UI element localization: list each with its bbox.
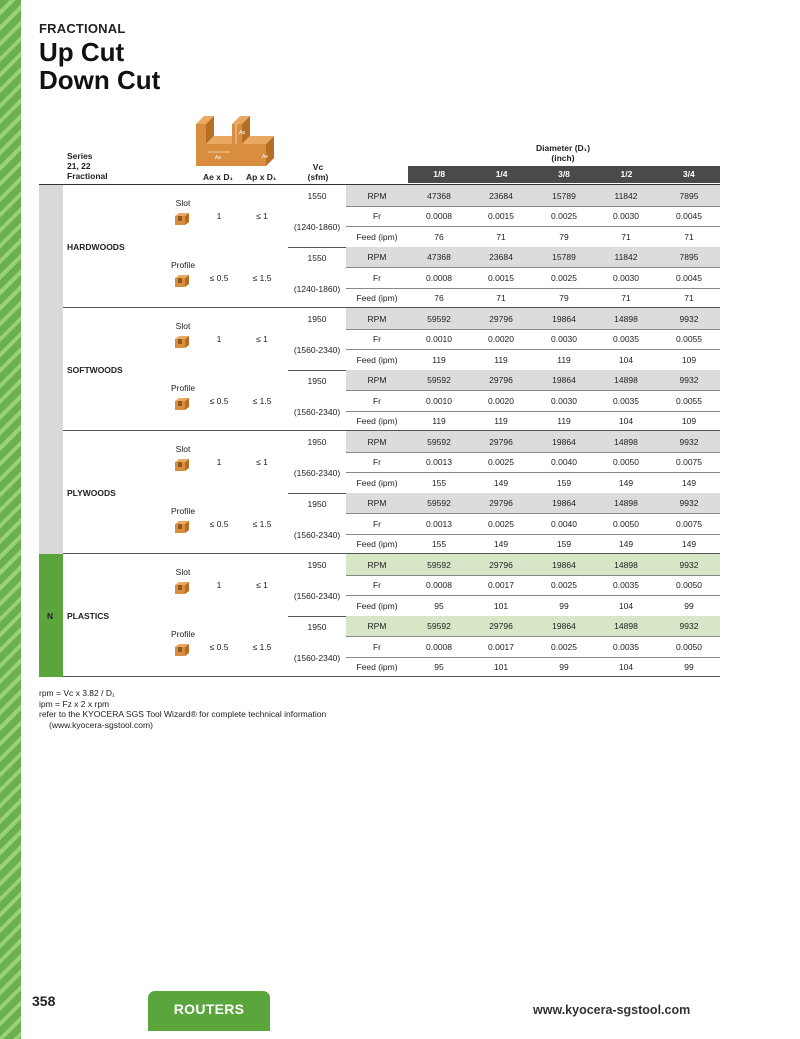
operation-label: Slot	[175, 321, 191, 331]
cutting-illustration	[196, 116, 278, 166]
table-row	[0, 247, 720, 267]
table-cell: 71	[496, 231, 506, 242]
table-row	[0, 206, 720, 226]
table-cell: 71	[621, 231, 631, 242]
vc-range: (1560-2340)	[293, 406, 341, 417]
vc-range: (1560-2340)	[293, 591, 341, 601]
table-cell: 0.0020	[488, 334, 514, 344]
operation-label: Profile	[170, 628, 196, 639]
diameter-col-2: 3/8	[558, 169, 570, 179]
row-label: RPM	[367, 436, 387, 447]
table-cell: 14898	[614, 559, 638, 570]
table-row	[0, 288, 720, 308]
table-cell: 59592	[427, 621, 451, 631]
table-row	[0, 391, 720, 411]
row-label: Fr	[372, 457, 382, 467]
row-label: RPM	[367, 498, 387, 508]
table-cell: 14898	[614, 498, 638, 508]
table-cell: 101	[493, 662, 509, 672]
vc-value: 1550	[307, 252, 327, 263]
table-cell: 0.0025	[488, 457, 514, 467]
diameter-col-0: 1/8	[433, 169, 446, 179]
operation-label: Slot	[175, 444, 191, 454]
table-cell: 0.0025	[551, 580, 577, 590]
table-cell: 159	[556, 539, 572, 549]
table-cell: 0.0035	[613, 395, 639, 406]
table-row	[0, 350, 720, 370]
vc-value: 1950	[307, 560, 327, 570]
ae-label-right: Ae	[262, 154, 269, 160]
material-name: SOFTWOODS	[67, 364, 123, 375]
table-cell: 71	[621, 293, 631, 303]
table-cell: 59592	[427, 313, 451, 324]
ap-header: Ap x D₁	[246, 172, 277, 182]
table-cell: 59592	[427, 375, 451, 385]
table-cell: 0.0035	[613, 641, 639, 652]
table-cell: 0.0055	[676, 334, 702, 344]
note-rpm: rpm = Vc x 3.82 / D₁	[39, 688, 115, 698]
diameter-col-3: 1/2	[620, 169, 633, 179]
table-cell: 0.0045	[676, 211, 702, 221]
table-row	[0, 555, 720, 575]
table-cell: 9932	[679, 436, 699, 447]
table-cell: 59592	[427, 436, 451, 447]
table-cell: 99	[684, 600, 694, 611]
table-cell: 15789	[552, 190, 576, 201]
table-cell: 71	[684, 293, 694, 303]
table-row	[0, 309, 720, 329]
ae-value: ≤ 0.5	[209, 272, 229, 283]
table-row	[0, 473, 720, 493]
row-label: Fr	[372, 211, 382, 221]
table-cell: 0.0055	[676, 395, 702, 406]
table-cell: 104	[618, 600, 634, 611]
row-label: Fr	[372, 580, 382, 590]
table-cell: 19864	[552, 375, 576, 385]
ae-value: 1	[216, 580, 222, 590]
vc-header-line-1: Vc	[312, 162, 324, 172]
table-cell: 9932	[679, 375, 699, 385]
table-cell: 0.0025	[551, 272, 577, 283]
table-cell: 0.0008	[426, 272, 452, 283]
operation-label: Profile	[170, 382, 196, 393]
table-cell: 149	[681, 539, 697, 549]
diameter-header-line-1: Diameter (D₁)	[535, 143, 591, 153]
table-cell: 0.0075	[676, 457, 702, 467]
row-label: Feed (ipm)	[356, 354, 398, 365]
row-label: Feed (ipm)	[356, 231, 398, 242]
table-cell: 76	[434, 293, 444, 303]
table-cell: 0.0017	[488, 580, 514, 590]
table-row	[0, 616, 720, 636]
table-row	[0, 227, 720, 247]
table-cell: 15789	[552, 252, 576, 262]
table-cell: 19864	[552, 621, 576, 631]
ae-value: 1	[216, 457, 222, 467]
table-row	[0, 575, 720, 595]
table-cell: 0.0015	[488, 211, 514, 221]
vc-range: (1560-2340)	[293, 529, 341, 540]
footer-url[interactable]: www.kyocera-sgstool.com	[533, 1003, 691, 1017]
table-cell: 0.0050	[613, 518, 639, 529]
vc-range: (1240-1860)	[293, 222, 341, 232]
table-cell: 0.0050	[613, 457, 639, 467]
ae-value: ≤ 0.5	[209, 395, 229, 406]
table-cell: 9932	[679, 621, 699, 631]
table-cell: 23684	[489, 190, 513, 201]
row-label: RPM	[367, 559, 387, 570]
row-label: Fr	[372, 395, 382, 406]
row-label: RPM	[367, 252, 387, 262]
table-cell: 0.0030	[551, 334, 577, 344]
table-cell: 0.0025	[488, 518, 514, 529]
ap-value: ≤ 1	[256, 211, 268, 221]
table-cell: 104	[618, 662, 634, 672]
ap-value: ≤ 1	[256, 457, 268, 467]
table-row	[0, 432, 720, 452]
table-cell: 0.0013	[426, 518, 452, 529]
row-label: Feed (ipm)	[356, 662, 398, 672]
ap-value: ≤ 1.5	[252, 395, 272, 406]
vc-value: 1950	[307, 621, 327, 632]
ae-label-left: Ae	[215, 155, 222, 161]
table-cell: 59592	[427, 498, 451, 508]
table-row	[0, 452, 720, 472]
table-cell: 19864	[552, 559, 576, 570]
table-cell: 7895	[679, 252, 699, 262]
table-cell: 0.0010	[426, 395, 452, 406]
material-group-label: N	[47, 610, 54, 621]
table-cell: 155	[431, 477, 447, 488]
vc-value: 1550	[307, 191, 327, 201]
ap-value: ≤ 1.5	[252, 518, 272, 529]
ap-value: ≤ 1	[256, 580, 268, 590]
series-header-line-3: Fractional	[67, 171, 108, 181]
ap-label: Ap	[239, 130, 246, 136]
table-cell: 119	[557, 416, 571, 426]
vc-range: (1240-1860)	[293, 283, 341, 294]
table-cell: 149	[493, 539, 509, 549]
table-cell: 14898	[614, 313, 638, 324]
table-cell: 29796	[489, 559, 513, 570]
row-label: Feed (ipm)	[356, 539, 398, 549]
ae-value: ≤ 0.5	[209, 641, 229, 652]
table-cell: 0.0015	[488, 272, 514, 283]
table-cell: 76	[434, 231, 444, 242]
table-cell: 9932	[679, 559, 699, 570]
table-cell: 0.0025	[551, 641, 577, 652]
table-cell: 0.0030	[613, 211, 639, 221]
table-cell: 0.0030	[613, 272, 639, 283]
series-header-line-2: 21, 22	[67, 161, 91, 171]
table-cell: 79	[559, 231, 569, 242]
table-cell: 149	[493, 477, 509, 488]
row-label: Feed (ipm)	[356, 600, 398, 611]
table-cell: 0.0008	[426, 580, 452, 590]
table-cell: 0.0035	[613, 334, 639, 344]
ap-value: ≤ 1.5	[252, 641, 272, 652]
ap-value: ≤ 1	[256, 334, 268, 344]
series-header-line-1: Series	[67, 151, 93, 161]
table-cell: 109	[681, 354, 697, 365]
table-cell: 119	[494, 354, 508, 365]
table-cell: 14898	[614, 621, 638, 631]
table-row	[0, 493, 720, 513]
table-cell: 149	[618, 477, 634, 488]
row-label: Fr	[372, 641, 382, 652]
material-name: PLASTICS	[67, 610, 110, 621]
diameter-header-line-2: (inch)	[551, 153, 575, 163]
vc-header-line-2: (sfm)	[307, 172, 329, 182]
table-cell: 0.0010	[426, 334, 452, 344]
table-cell: 19864	[552, 498, 576, 508]
table-cell: 79	[559, 293, 569, 303]
table-cell: 155	[431, 539, 447, 549]
row-label: Feed (ipm)	[356, 477, 398, 488]
formula-notes	[39, 688, 326, 730]
table-cell: 109	[681, 416, 697, 426]
row-label: RPM	[367, 621, 387, 631]
table-cell: 29796	[489, 313, 513, 324]
series-header	[67, 151, 108, 181]
table-cell: 19864	[552, 436, 576, 447]
diameter-column-bar	[408, 166, 720, 183]
table-cell: 0.0040	[551, 457, 577, 467]
diameter-col-1: 1/4	[495, 169, 508, 179]
table-row	[0, 370, 720, 390]
table-cell: 11842	[614, 190, 638, 201]
table-cell: 119	[557, 354, 571, 365]
table-row	[0, 637, 720, 657]
table-cell: 71	[496, 293, 506, 303]
ae-value: ≤ 0.5	[209, 518, 229, 529]
table-cell: 95	[434, 662, 444, 672]
table-row	[0, 514, 720, 534]
table-cell: 19864	[552, 313, 576, 324]
material-name: HARDWOODS	[67, 241, 125, 252]
table-row	[0, 329, 720, 349]
table-cell: 0.0017	[488, 641, 514, 652]
table-row	[0, 268, 720, 288]
table-cell: 0.0025	[551, 211, 577, 221]
title-line-2: Down Cut	[39, 65, 161, 95]
table-row	[0, 657, 720, 677]
page-number: 358	[32, 993, 56, 1009]
table-cell: 149	[681, 477, 697, 488]
vc-value: 1950	[307, 314, 327, 324]
table-cell: 149	[618, 539, 634, 549]
ae-header: Ae x D₁	[203, 172, 233, 182]
table-cell: 95	[434, 600, 444, 611]
note-ipm: ipm = Fz x 2 x rpm	[39, 698, 110, 709]
section-tab-routers[interactable]: ROUTERS	[148, 991, 270, 1031]
table-cell: 0.0030	[551, 395, 577, 406]
operation-label: Slot	[175, 567, 191, 577]
vc-range: (1560-2340)	[293, 345, 341, 355]
table-cell: 0.0008	[426, 211, 452, 221]
row-label: Fr	[372, 272, 382, 283]
vc-header	[298, 162, 338, 182]
operation-label: Profile	[170, 259, 196, 270]
table-row	[0, 411, 720, 431]
row-label: RPM	[367, 375, 387, 385]
note-url: (www.kyocera-sgstool.com)	[49, 719, 153, 730]
vc-range: (1560-2340)	[293, 468, 341, 478]
note-refer: refer to the KYOCERA SGS Tool Wizard® for complete technical information	[39, 709, 327, 719]
row-label: Fr	[372, 334, 382, 344]
table-cell: 99	[559, 662, 569, 672]
vc-value: 1950	[307, 498, 327, 509]
table-cell: 0.0020	[488, 395, 514, 406]
table-row	[0, 186, 720, 206]
vc-value: 1950	[307, 375, 327, 386]
material-name: PLYWOODS	[67, 487, 116, 498]
table-row	[0, 596, 720, 616]
table-cell: 9932	[679, 313, 699, 324]
ae-value: 1	[216, 211, 222, 221]
table-cell: 71	[684, 231, 694, 242]
table-cell: 0.0008	[426, 641, 452, 652]
table-cell: 101	[493, 600, 509, 611]
row-label: Feed (ipm)	[356, 416, 398, 426]
row-label: Feed (ipm)	[356, 293, 398, 303]
table-cell: 0.0045	[676, 272, 702, 283]
table-cell: 29796	[489, 498, 513, 508]
table-cell: 0.0035	[613, 580, 639, 590]
table-cell: 23684	[489, 252, 513, 262]
table-cell: 119	[494, 416, 508, 426]
table-cell: 29796	[489, 436, 513, 447]
table-cell: 0.0050	[676, 641, 702, 652]
diameter-header	[498, 143, 628, 163]
vc-range: (1560-2340)	[293, 652, 341, 663]
table-cell: 99	[684, 662, 694, 672]
table-cell: 119	[432, 354, 446, 365]
table-cell: 0.0040	[551, 518, 577, 529]
diameter-col-4: 3/4	[682, 169, 695, 179]
table-cell: 119	[432, 416, 446, 426]
table-cell: 159	[556, 477, 572, 488]
table-cell: 104	[618, 354, 634, 365]
table-cell: 104	[618, 416, 634, 426]
table-cell: 29796	[489, 375, 513, 385]
table-cell: 14898	[614, 436, 638, 447]
table-cell: 59592	[427, 559, 451, 570]
table-cell: 47368	[427, 190, 451, 201]
table-cell: 0.0075	[676, 518, 702, 529]
table-cell: 14898	[614, 375, 638, 385]
ae-value: 1	[216, 334, 222, 344]
table-cell: 0.0013	[426, 457, 452, 467]
operation-label: Slot	[175, 198, 191, 208]
row-label: RPM	[367, 313, 387, 324]
table-cell: 99	[559, 600, 569, 611]
row-label: RPM	[367, 190, 387, 201]
table-row	[0, 534, 720, 554]
operation-label: Profile	[170, 505, 196, 516]
title-line-1: Up Cut	[39, 37, 125, 67]
table-cell: 0.0050	[676, 580, 702, 590]
table-cell: 29796	[489, 621, 513, 631]
ap-value: ≤ 1.5	[252, 272, 272, 283]
table-cell: 7895	[679, 190, 699, 201]
page-title	[39, 38, 160, 94]
row-label: Fr	[372, 518, 382, 529]
category-label: FRACTIONAL	[39, 21, 126, 36]
table-cell: 11842	[614, 252, 638, 262]
table-cell: 9932	[679, 498, 699, 508]
vc-value: 1950	[307, 437, 327, 447]
table-cell: 47368	[427, 252, 451, 262]
